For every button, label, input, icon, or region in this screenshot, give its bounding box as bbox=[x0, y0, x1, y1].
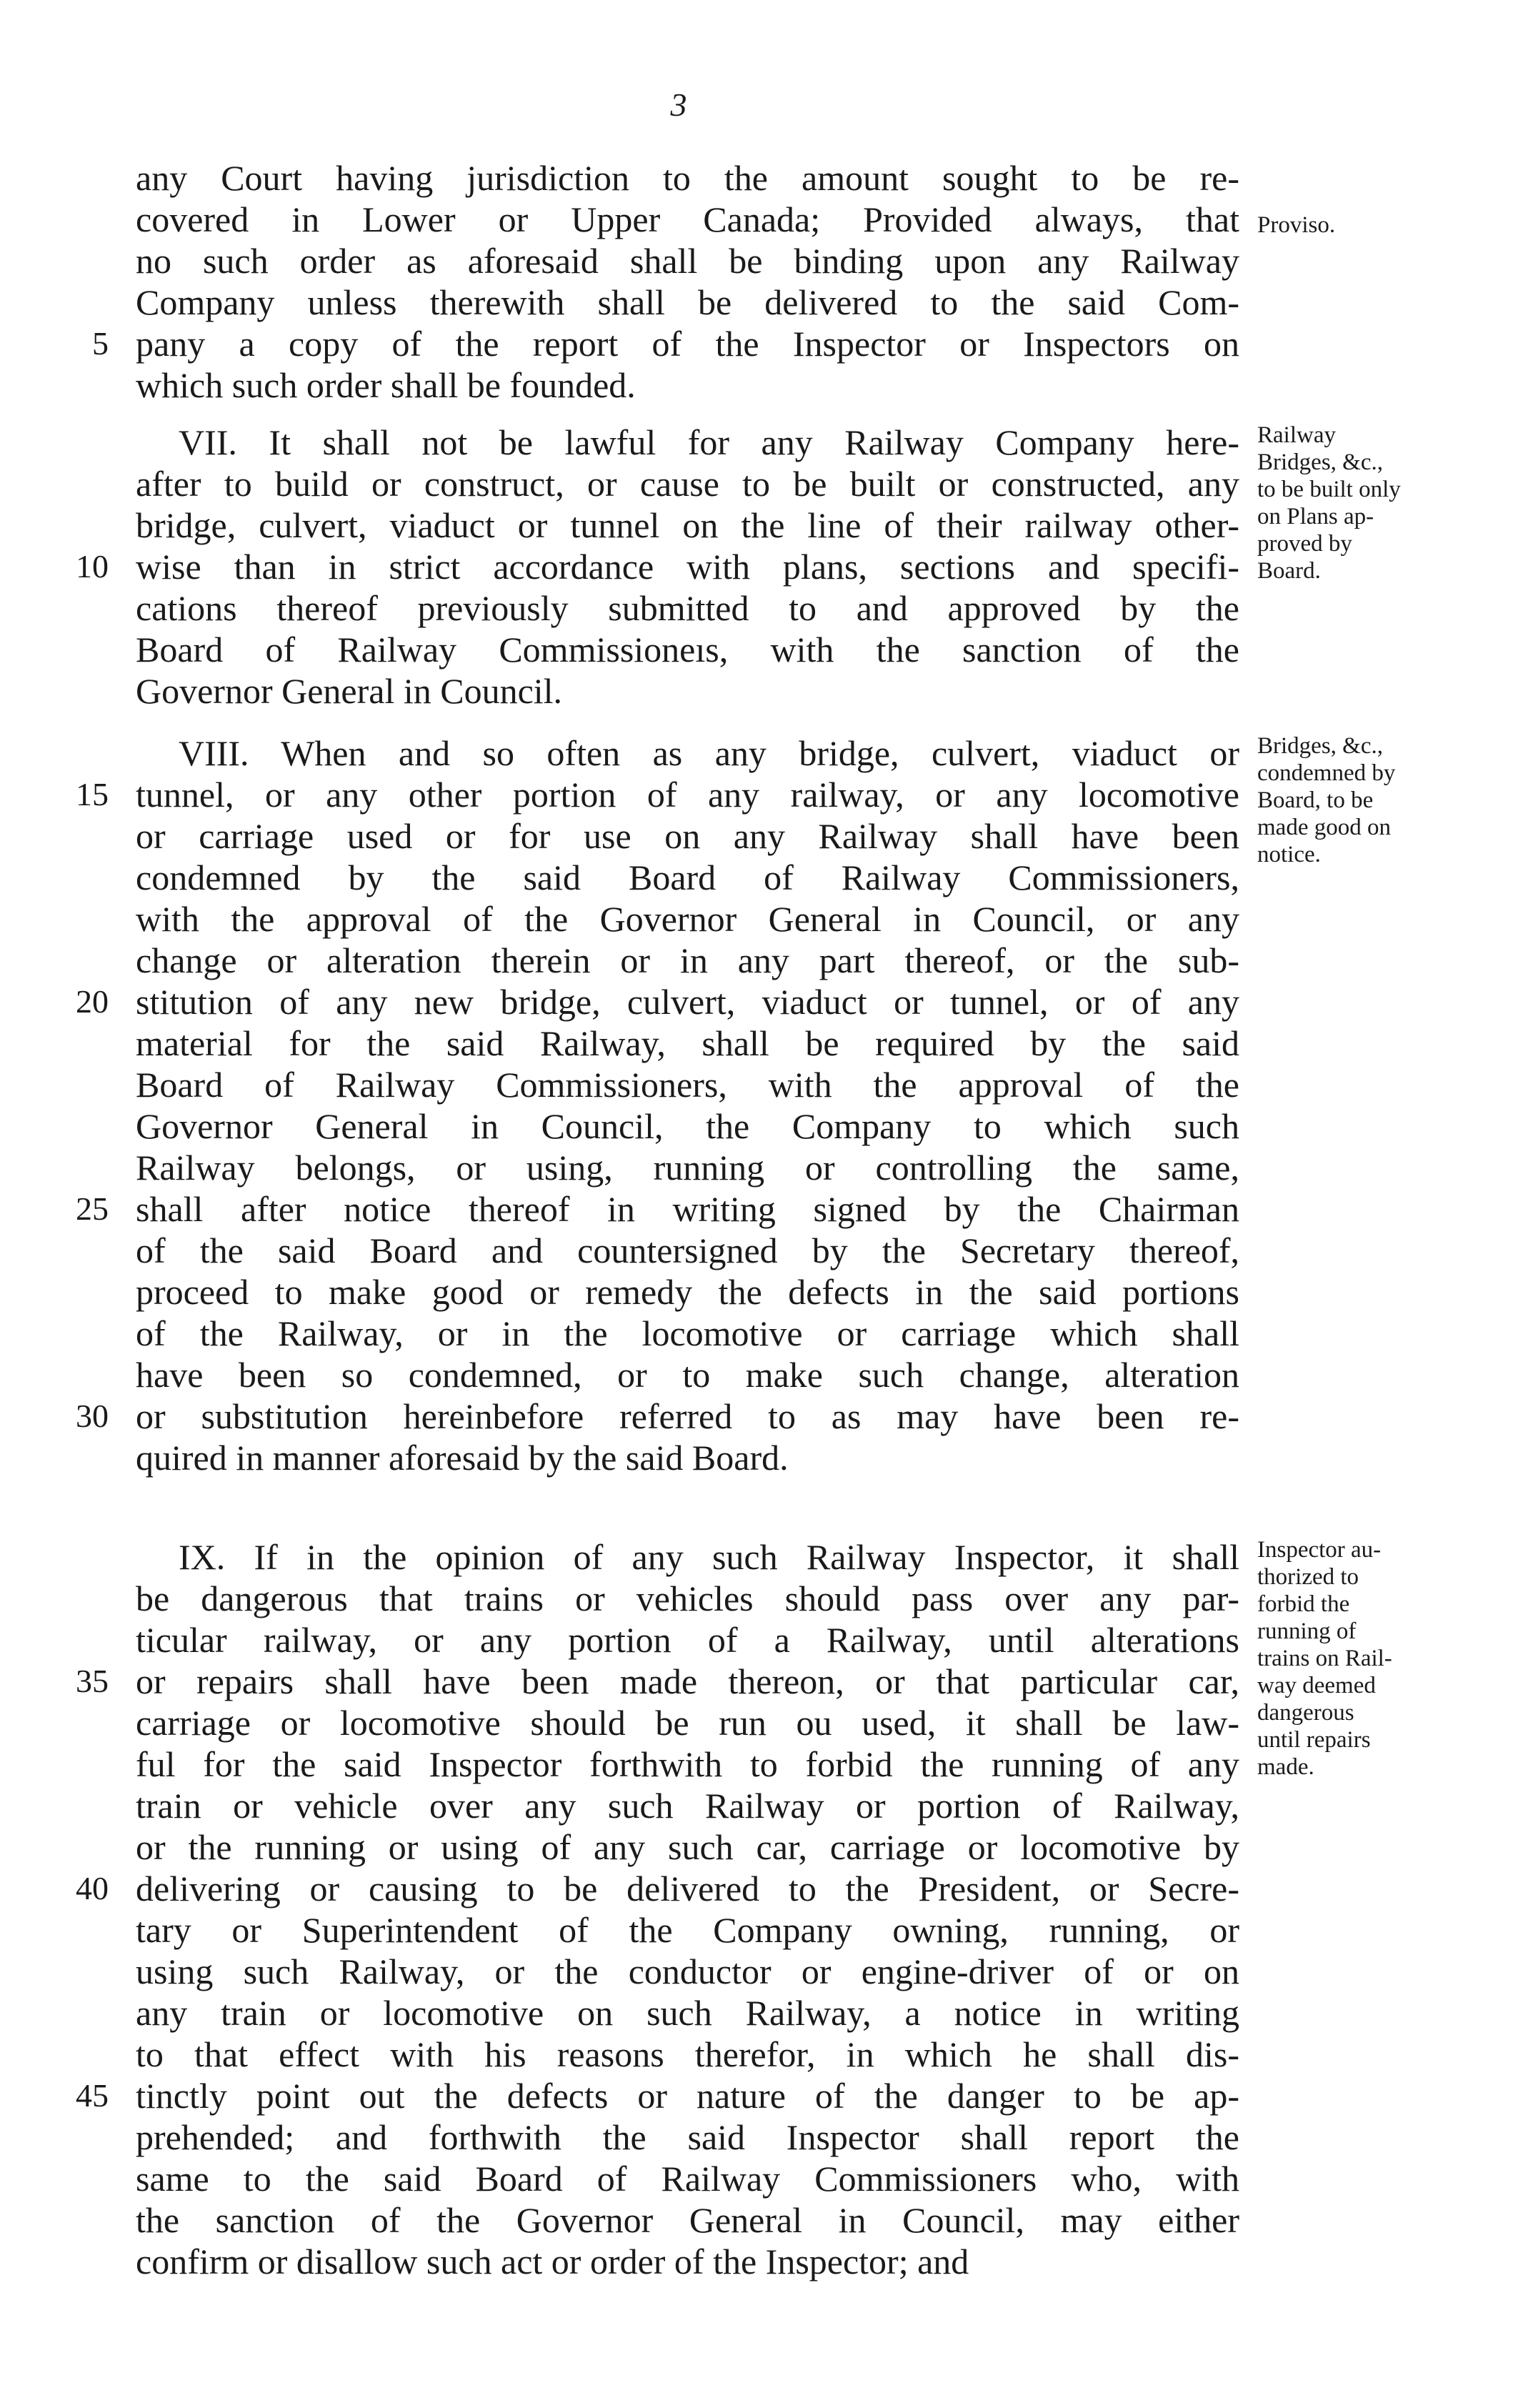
text-line: Governor General in Council, the Company to which such bbox=[136, 1106, 1239, 1146]
line-number: 10 bbox=[76, 548, 109, 584]
line-number: 30 bbox=[76, 1398, 109, 1434]
text-line: or the running or using of any such car, carriage or locomotive by bbox=[136, 1827, 1239, 1867]
margin-note-line: running of bbox=[1257, 1618, 1357, 1644]
text-line: train or vehicle over any such Railway or portion of Railway, bbox=[136, 1786, 1239, 1826]
margin-note-line: Inspector au- bbox=[1257, 1537, 1382, 1563]
margin-note-line: thorized to bbox=[1257, 1564, 1359, 1590]
margin-note-line: Railway bbox=[1257, 422, 1336, 448]
line-number: 15 bbox=[76, 776, 109, 812]
text-line: carriage or locomotive should be run ou used, it shall be law- bbox=[136, 1703, 1239, 1743]
text-line: shall after notice thereof in writing signed by the Chairman bbox=[136, 1189, 1239, 1229]
text-line: any train or locomotive on such Railway, a notice in writing bbox=[136, 1993, 1239, 2033]
margin-note-line: proved by bbox=[1257, 531, 1352, 557]
text-line: using such Railway, or the conductor or engine-driver of or on bbox=[136, 1951, 1239, 1991]
margin-note-line: Board. bbox=[1257, 558, 1321, 584]
text-line: any Court having jurisdiction to the amount sought to be re- bbox=[136, 158, 1239, 198]
text-line: tunnel, or any other portion of any railway, or any locomotive bbox=[136, 775, 1239, 815]
margin-note-line: way deemed bbox=[1257, 1673, 1376, 1698]
text-line: cations thereof previously submitted to and approved by the bbox=[136, 588, 1239, 628]
line-number: 40 bbox=[76, 1870, 109, 1906]
margin-note-line: to be built only bbox=[1257, 477, 1401, 502]
text-line: proceed to make good or remedy the defects in the said portions bbox=[136, 1272, 1239, 1312]
text-line: after to build or construct, or cause to be built or constructed, any bbox=[136, 464, 1239, 504]
margin-note-line: on Plans ap- bbox=[1257, 504, 1374, 529]
text-line: prehended; and forthwith the said Inspector shall report the bbox=[136, 2117, 1239, 2157]
margin-note-line: trains on Rail- bbox=[1257, 1646, 1392, 1671]
text-line: Company unless therewith shall be delivered to the said Com- bbox=[136, 282, 1239, 322]
margin-note-line: condemned by bbox=[1257, 760, 1396, 786]
text-line: VII. It shall not be lawful for any Railway Company here- bbox=[179, 422, 1239, 462]
text-line: Railway belongs, or using, running or controlling the same, bbox=[136, 1148, 1239, 1188]
text-line: confirm or disallow such act or order of the Inspector; and bbox=[136, 2242, 969, 2282]
text-line: Board of Railway Commissioneıs, with the sanction of the bbox=[136, 630, 1239, 670]
text-line: quired in manner aforesaid by the said Board. bbox=[136, 1438, 789, 1478]
margin-note-line: made good on bbox=[1257, 815, 1391, 840]
text-line: of the Railway, or in the locomotive or carriage which shall bbox=[136, 1313, 1239, 1353]
text-line: same to the said Board of Railway Commissioners who, with bbox=[136, 2159, 1239, 2199]
text-line: covered in Lower or Upper Canada; Provided always, that bbox=[136, 199, 1239, 239]
margin-note-line: forbid the bbox=[1257, 1591, 1350, 1617]
line-number: 45 bbox=[76, 2077, 109, 2114]
margin-note-line: dangerous bbox=[1257, 1700, 1354, 1726]
text-line: tinctly point out the defects or nature of the danger to be ap- bbox=[136, 2076, 1239, 2116]
text-line: or substitution hereinbefore referred to as may have been re- bbox=[136, 1396, 1239, 1436]
margin-note-line: made. bbox=[1257, 1754, 1314, 1780]
line-number: 35 bbox=[76, 1663, 109, 1699]
text-line: change or alteration therein or in any part thereof, or the sub- bbox=[136, 940, 1239, 980]
line-number: 5 bbox=[92, 325, 109, 362]
text-line: with the approval of the Governor General in Council, or any bbox=[136, 899, 1239, 939]
margin-note-line: notice. bbox=[1257, 842, 1321, 867]
page-number: 3 bbox=[670, 86, 687, 123]
text-line: material for the said Railway, shall be required by the said bbox=[136, 1023, 1239, 1063]
text-line: ticular railway, or any portion of a Railway, until alterations bbox=[136, 1620, 1239, 1660]
text-line: stitution of any new bridge, culvert, viaduct or tunnel, or of any bbox=[136, 982, 1239, 1022]
text-line: bridge, culvert, viaduct or tunnel on the line of their railway other- bbox=[136, 505, 1239, 545]
line-number: 20 bbox=[76, 983, 109, 1020]
text-line: to that effect with his reasons therefor, in which he shall dis- bbox=[136, 2034, 1239, 2074]
text-line: tary or Superintendent of the Company owning, running, or bbox=[136, 1910, 1239, 1950]
text-line: condemned by the said Board of Railway Commissioners, bbox=[136, 857, 1239, 897]
text-line: delivering or causing to be delivered to the President, or Secre- bbox=[136, 1869, 1239, 1909]
text-line: pany a copy of the report of the Inspector or Inspectors on bbox=[136, 324, 1239, 364]
text-line: ful for the said Inspector forthwith to forbid the running of any bbox=[136, 1744, 1239, 1784]
margin-note-line: Board, to be bbox=[1257, 787, 1374, 813]
text-line: wise than in strict accordance with plans, sections and specifi- bbox=[136, 547, 1239, 587]
text-line: or carriage used or for use on any Railway shall have been bbox=[136, 816, 1239, 856]
text-line: VIII. When and so often as any bridge, culvert, viaduct or bbox=[179, 733, 1239, 773]
line-number: 25 bbox=[76, 1190, 109, 1227]
margin-note-line: Bridges, &c., bbox=[1257, 449, 1383, 475]
margin-note-line: Proviso. bbox=[1257, 212, 1336, 238]
text-line: the sanction of the Governor General in Council, may either bbox=[136, 2200, 1239, 2240]
text-line: no such order as aforesaid shall be binding upon any Railway bbox=[136, 241, 1239, 281]
text-line: IX. If in the opinion of any such Railway Inspector, it shall bbox=[179, 1537, 1239, 1577]
margin-note-line: until repairs bbox=[1257, 1727, 1371, 1753]
text-line: have been so condemned, or to make such change, alteration bbox=[136, 1355, 1239, 1395]
margin-note-line: Bridges, &c., bbox=[1257, 733, 1383, 759]
text-line: Board of Railway Commissioners, with the approval of the bbox=[136, 1065, 1239, 1105]
text-line: or repairs shall have been made thereon, or that particular car, bbox=[136, 1661, 1239, 1701]
text-line: be dangerous that trains or vehicles should pass over any par- bbox=[136, 1578, 1239, 1618]
text-line: of the said Board and countersigned by the Secretary thereof, bbox=[136, 1230, 1239, 1270]
text-line: which such order shall be founded. bbox=[136, 365, 636, 405]
text-line: Governor General in Council. bbox=[136, 671, 563, 711]
